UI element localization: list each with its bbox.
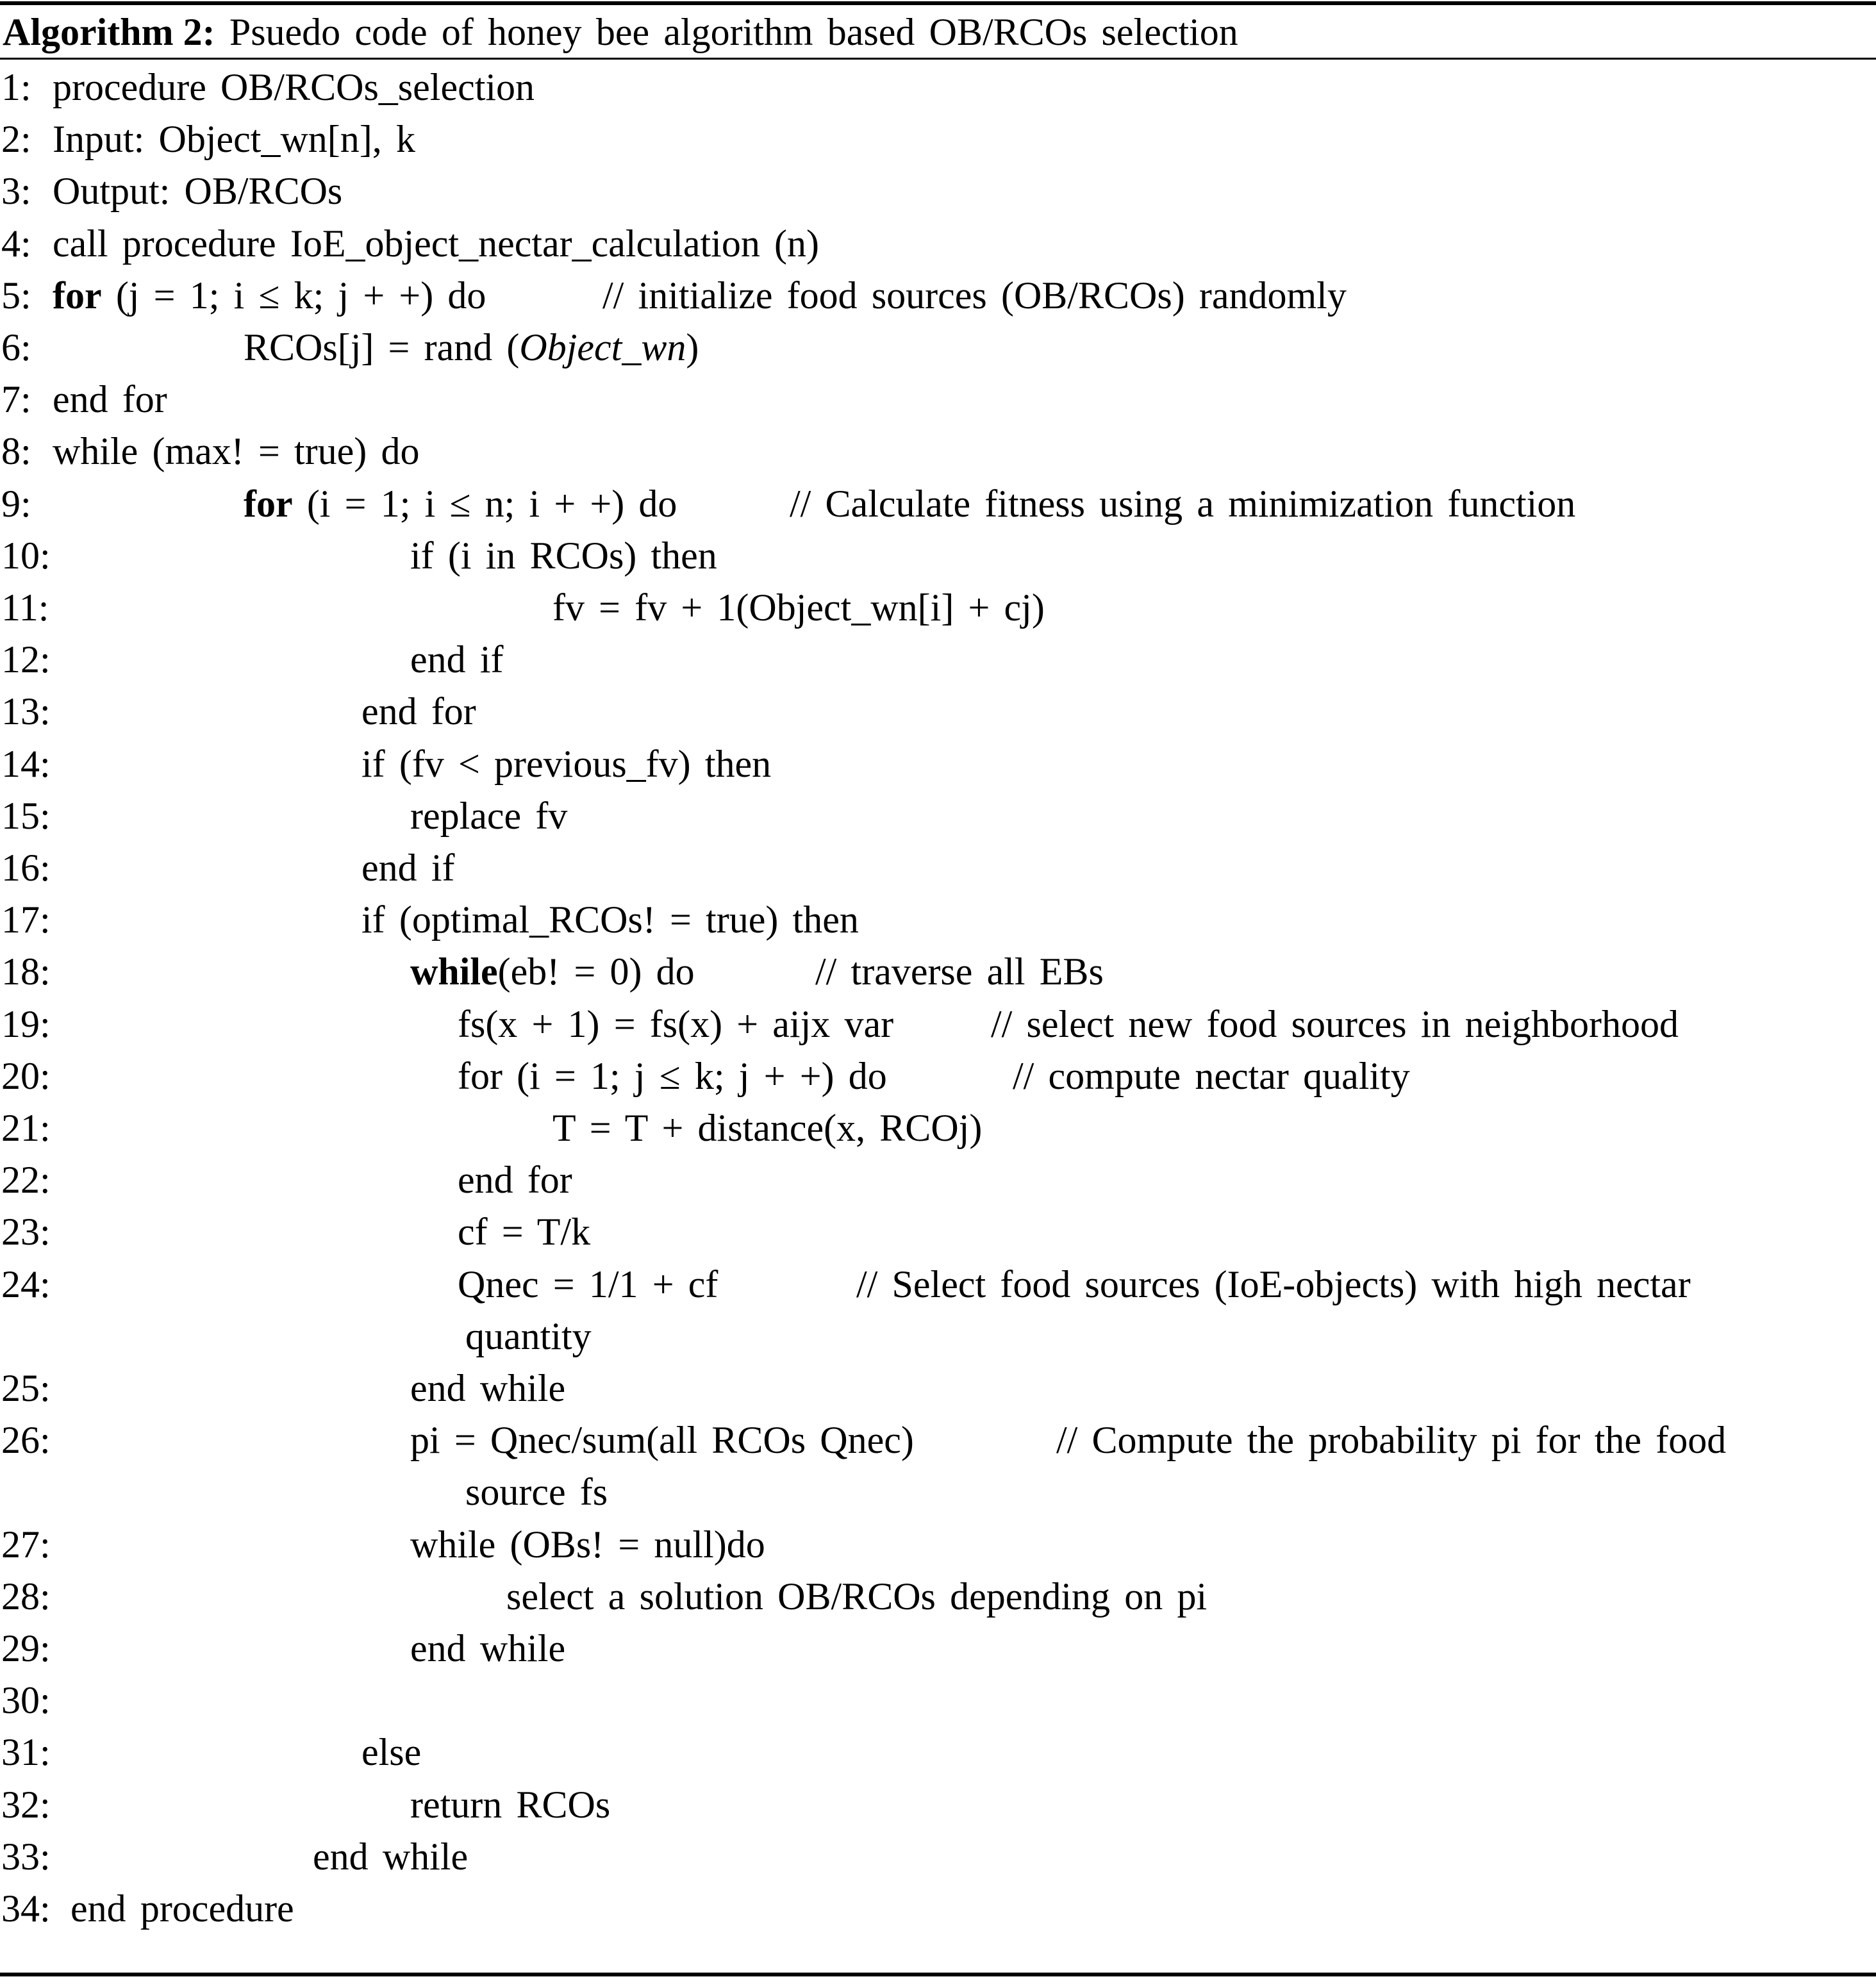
line-number: 6: <box>1 326 31 368</box>
code-text: procedure OB/RCOs_selection <box>53 66 535 108</box>
line-code <box>410 1417 914 1463</box>
algorithm-caption <box>3 9 1238 55</box>
code-line <box>0 272 1876 319</box>
code-line <box>0 376 1876 422</box>
code-text: call procedure IoE_object_nectar_calculation (n) <box>53 222 819 265</box>
line-code <box>458 1261 718 1307</box>
code-line <box>0 1417 1876 1463</box>
line-code <box>552 1105 982 1151</box>
line-number: 9: <box>1 482 31 525</box>
line-code <box>313 1834 468 1880</box>
code-text: (eb! = 0) do <box>497 950 695 993</box>
code-text: end for <box>458 1159 572 1202</box>
line-code <box>361 741 771 787</box>
line-comment: // Select food sources (IoE-objects) with high nectar <box>856 1263 1691 1305</box>
code-text: return RCOs <box>410 1783 611 1826</box>
code-line <box>0 845 1876 891</box>
line-number: 7: <box>1 378 31 421</box>
line-code <box>361 897 859 943</box>
line-number: 29: <box>1 1627 51 1669</box>
comment-continuation: source fs <box>465 1471 608 1514</box>
line-code <box>71 1885 294 1932</box>
code-line <box>0 1001 1876 1047</box>
code-text: fv = fv + 1(Object_wn[i] + cj) <box>552 586 1045 629</box>
line-number: 17: <box>1 898 51 941</box>
code-text: (j = 1; i ≤ k; j + +) do <box>101 274 486 317</box>
line-comment: // Compute the probability pi for the food <box>1056 1419 1727 1462</box>
code-line <box>0 1625 1876 1671</box>
code-text: else <box>361 1731 422 1774</box>
code-text: end if <box>410 638 504 681</box>
line-number: 31: <box>1 1731 51 1774</box>
line-number: 28: <box>1 1575 51 1618</box>
code-line <box>0 1677 1876 1723</box>
code-line <box>0 1834 1876 1880</box>
line-code <box>53 428 419 474</box>
line-code <box>506 1573 1207 1619</box>
keyword: for <box>244 482 293 525</box>
line-number: 34: <box>1 1887 51 1930</box>
algorithm-title: Psuedo code of honey bee algorithm based OB/RCOs selection <box>229 11 1238 53</box>
line-number: 8: <box>1 430 31 473</box>
line-number: 20: <box>1 1054 51 1097</box>
line-comment: // Calculate fitness using a minimization function <box>790 482 1576 525</box>
line-number: 32: <box>1 1783 51 1826</box>
line-code <box>53 220 819 267</box>
line-code <box>458 1157 572 1203</box>
code-text: fs(x + 1) = fs(x) + aijx var <box>458 1002 894 1045</box>
code-line <box>0 1573 1876 1619</box>
code-text: end while <box>313 1835 469 1878</box>
line-code <box>410 1365 565 1411</box>
code-text: end procedure <box>71 1887 294 1930</box>
code-line-continuation <box>0 1313 1876 1359</box>
code-text: (i = 1; i ≤ n; i + +) do <box>292 482 677 525</box>
line-number: 24: <box>1 1263 51 1305</box>
code-text: end while <box>410 1367 566 1409</box>
line-number: 14: <box>1 742 51 785</box>
line-code <box>244 481 677 527</box>
code-line <box>0 1365 1876 1411</box>
line-number: 4: <box>1 222 31 265</box>
line-code <box>410 1782 610 1828</box>
line-code <box>458 1209 590 1255</box>
line-number: 19: <box>1 1002 51 1045</box>
code-line <box>0 533 1876 579</box>
code-line <box>0 948 1876 995</box>
code-text: end while <box>410 1627 566 1669</box>
code-line <box>0 741 1876 787</box>
line-code <box>53 168 342 214</box>
code-italic: Object_wn <box>519 326 686 368</box>
line-code <box>410 636 503 683</box>
line-code <box>552 584 1045 631</box>
line-code <box>410 948 695 995</box>
code-text: replace fv <box>410 794 568 837</box>
code-line <box>0 1053 1876 1099</box>
code-line <box>0 584 1876 631</box>
line-code <box>361 1729 421 1775</box>
line-comment: // initialize food sources (OB/RCOs) randomly <box>602 274 1347 317</box>
line-number: 18: <box>1 950 51 993</box>
line-number: 30: <box>1 1679 51 1722</box>
line-number: 16: <box>1 847 51 889</box>
line-number: 11: <box>1 586 49 629</box>
code-text: select a solution OB/RCOs depending on pi <box>506 1575 1208 1618</box>
code-line <box>0 1209 1876 1255</box>
line-code <box>361 845 454 891</box>
line-number: 26: <box>1 1419 51 1462</box>
line-code <box>410 1521 765 1568</box>
code-text: Qnec = 1/1 + cf <box>458 1263 718 1305</box>
code-text: if (optimal_RCOs! = true) then <box>361 898 859 941</box>
code-text: cf = T/k <box>458 1211 591 1254</box>
code-text: end if <box>361 847 455 889</box>
line-code <box>361 688 476 734</box>
code-line <box>0 1521 1876 1568</box>
code-line <box>0 1157 1876 1203</box>
line-code <box>53 64 535 110</box>
line-number: 13: <box>1 690 51 733</box>
line-code <box>458 1053 887 1099</box>
line-code <box>410 1625 565 1671</box>
code-line <box>0 1729 1876 1775</box>
code-text: pi = Qnec/sum(all RCOs Qnec) <box>410 1419 914 1462</box>
line-number: 25: <box>1 1367 51 1409</box>
line-code <box>458 1001 893 1047</box>
line-number: 21: <box>1 1107 51 1149</box>
code-text: Output: OB/RCOs <box>53 170 343 213</box>
code-line <box>0 1885 1876 1932</box>
code-line <box>0 1105 1876 1151</box>
line-code <box>53 272 486 319</box>
code-line <box>0 897 1876 943</box>
line-number: 12: <box>1 638 51 681</box>
code-line <box>0 636 1876 683</box>
code-text: end for <box>361 690 476 733</box>
code-line <box>0 168 1876 214</box>
code-line-continuation <box>0 1469 1876 1515</box>
algorithm-label: Algorithm 2: <box>3 11 215 53</box>
line-number: 5: <box>1 274 31 317</box>
code-line <box>0 116 1876 162</box>
code-text: T = T + distance(x, RCOj) <box>552 1107 983 1149</box>
code-text: if (i in RCOs) then <box>410 534 717 577</box>
code-line <box>0 428 1876 474</box>
line-number: 33: <box>1 1835 51 1878</box>
line-number: 3: <box>1 170 31 213</box>
code-line <box>0 1261 1876 1307</box>
code-line <box>0 220 1876 267</box>
line-number: 22: <box>1 1159 51 1202</box>
line-comment: // compute nectar quality <box>1013 1054 1410 1097</box>
keyword: while <box>410 950 498 993</box>
code-line <box>0 481 1876 527</box>
code-line <box>0 324 1876 370</box>
line-code <box>410 793 567 839</box>
code-text: while (OBs! = null)do <box>410 1523 765 1566</box>
keyword: for <box>53 274 102 317</box>
code-tail: ) <box>686 326 699 368</box>
code-line <box>0 793 1876 839</box>
code-text: Input: Object_wn[n], k <box>53 118 415 161</box>
code-line <box>0 688 1876 734</box>
line-number: 10: <box>1 534 51 577</box>
bottom-rule <box>0 1973 1876 1976</box>
caption-rule <box>0 58 1876 60</box>
line-comment: // traverse all EBs <box>815 950 1104 993</box>
code-text: for (i = 1; j ≤ k; j + +) do <box>458 1054 887 1097</box>
code-line <box>0 1782 1876 1828</box>
line-number: 1: <box>1 66 31 108</box>
code-text: RCOs[j] = rand ( <box>244 326 520 368</box>
line-number: 15: <box>1 794 51 837</box>
line-code <box>53 116 415 162</box>
line-comment: // select new food sources in neighborhood <box>991 1002 1679 1045</box>
line-code <box>410 533 717 579</box>
line-code <box>244 324 699 370</box>
comment-continuation: quantity <box>465 1314 592 1357</box>
line-number: 27: <box>1 1523 51 1566</box>
code-text: if (fv < previous_fv) then <box>361 742 772 785</box>
code-line <box>0 64 1876 110</box>
line-number: 2: <box>1 118 31 161</box>
top-rule <box>0 1 1876 5</box>
code-text: end for <box>53 378 167 421</box>
line-number: 23: <box>1 1211 51 1254</box>
line-code <box>53 376 167 422</box>
code-text: while (max! = true) do <box>53 430 420 473</box>
